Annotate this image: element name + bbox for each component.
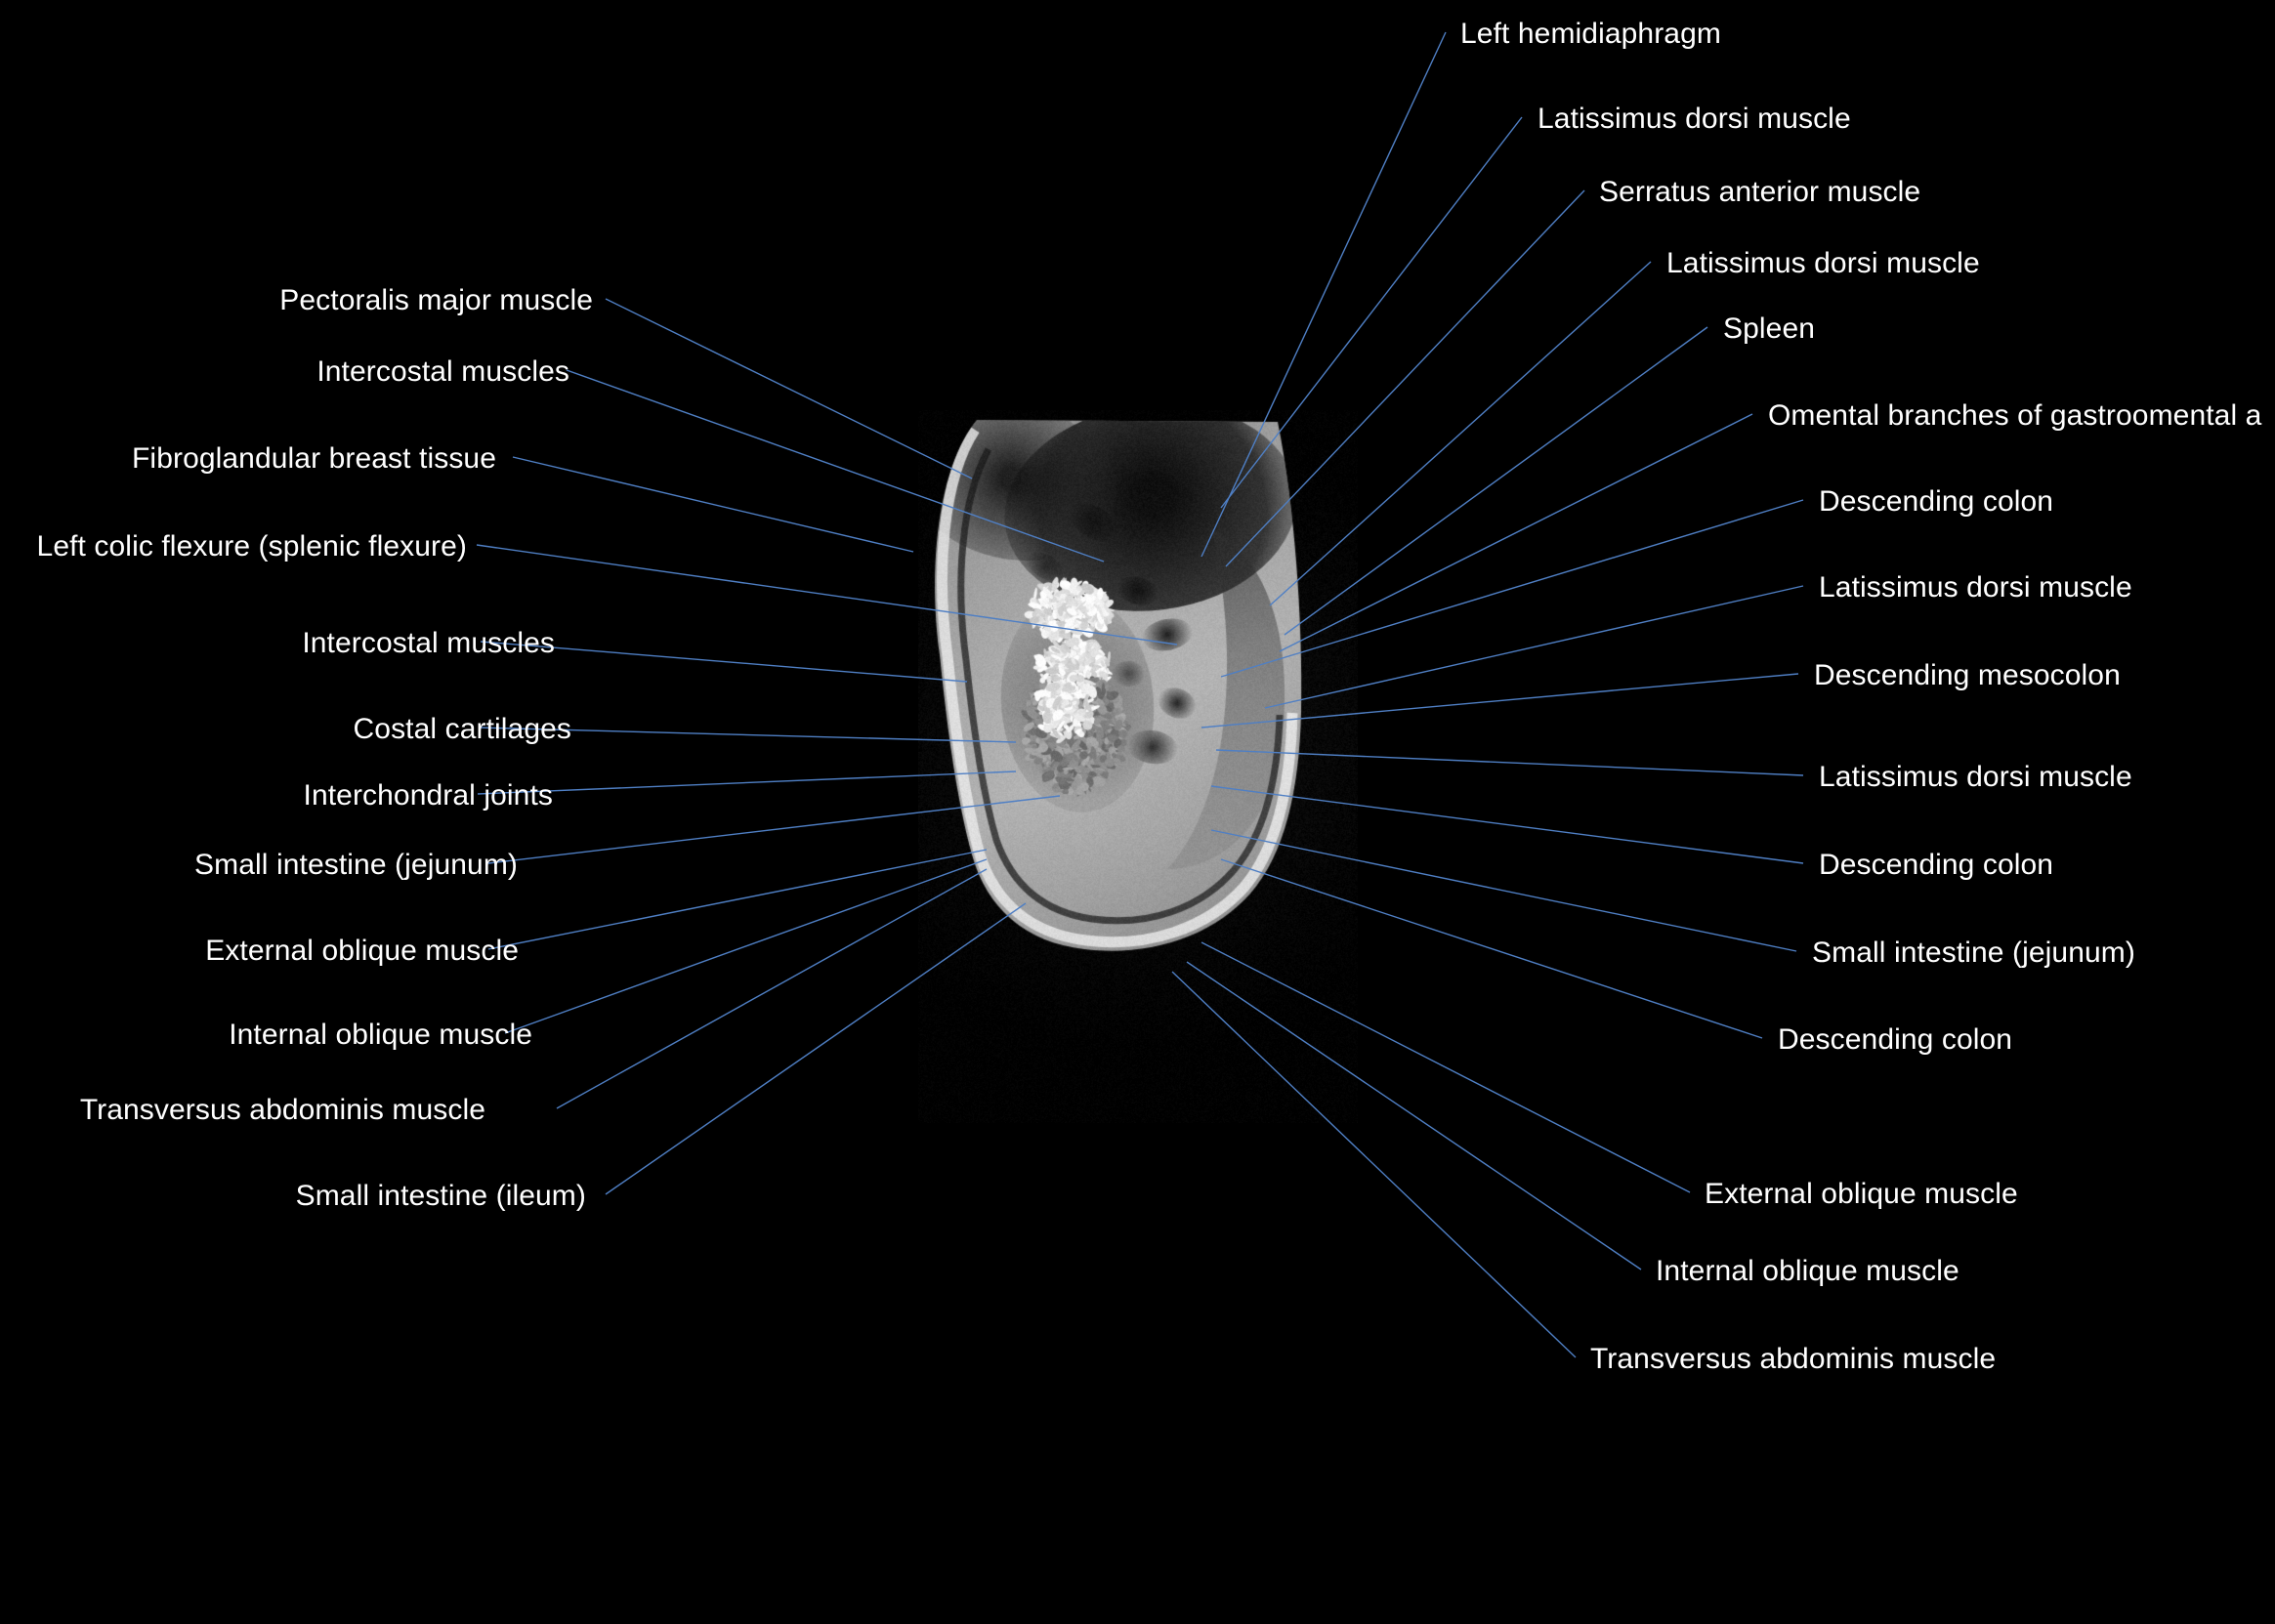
label-descending-colon-2: Descending colon bbox=[1819, 849, 2054, 881]
label-left-hemidiaphragm: Left hemidiaphragm bbox=[1460, 18, 1721, 50]
label-left-colic-flexure: Left colic flexure (splenic flexure) bbox=[36, 530, 467, 562]
leader-external-oblique-muscle-left bbox=[488, 850, 987, 949]
label-omental-branches: Omental branches of gastroomental a bbox=[1768, 399, 2262, 432]
label-serratus-anterior-muscle: Serratus anterior muscle bbox=[1599, 176, 1921, 208]
label-interchondral-joints: Interchondral joints bbox=[303, 779, 553, 812]
label-spleen: Spleen bbox=[1723, 312, 1816, 345]
label-intercostal-muscles-lower: Intercostal muscles bbox=[302, 627, 555, 659]
label-intercostal-muscles-upper: Intercostal muscles bbox=[316, 355, 569, 388]
label-transversus-abdominis-muscle-right: Transversus abdominis muscle bbox=[1590, 1343, 1997, 1375]
label-small-intestine-jejunum-right: Small intestine (jejunum) bbox=[1812, 937, 2135, 969]
label-internal-oblique-muscle-right: Internal oblique muscle bbox=[1656, 1255, 1959, 1287]
label-small-intestine-jejunum-left: Small intestine (jejunum) bbox=[194, 849, 518, 881]
label-descending-colon-1: Descending colon bbox=[1819, 485, 2054, 518]
label-latissimus-dorsi-muscle-4: Latissimus dorsi muscle bbox=[1819, 761, 2132, 793]
leader-fibroglandular-breast-tissue bbox=[513, 457, 913, 552]
label-small-intestine-ileum: Small intestine (ileum) bbox=[295, 1180, 586, 1212]
label-external-oblique-muscle-left: External oblique muscle bbox=[205, 935, 519, 967]
label-descending-colon-3: Descending colon bbox=[1778, 1023, 2013, 1056]
mri-scan-canvas bbox=[918, 410, 1358, 1123]
leader-internal-oblique-muscle-left bbox=[505, 859, 987, 1033]
label-descending-mesocolon: Descending mesocolon bbox=[1814, 659, 2121, 691]
label-external-oblique-muscle-right: External oblique muscle bbox=[1705, 1178, 2018, 1210]
label-latissimus-dorsi-muscle-2: Latissimus dorsi muscle bbox=[1666, 247, 1980, 279]
label-latissimus-dorsi-muscle-1: Latissimus dorsi muscle bbox=[1538, 103, 1851, 135]
label-pectoralis-major-muscle: Pectoralis major muscle bbox=[279, 284, 593, 316]
label-latissimus-dorsi-muscle-3: Latissimus dorsi muscle bbox=[1819, 571, 2132, 604]
mri-scan-image bbox=[918, 410, 1358, 1123]
label-costal-cartilages: Costal cartilages bbox=[353, 713, 571, 745]
label-internal-oblique-muscle-left: Internal oblique muscle bbox=[229, 1019, 532, 1051]
label-transversus-abdominis-muscle-left: Transversus abdominis muscle bbox=[79, 1094, 485, 1126]
label-fibroglandular-breast-tissue: Fibroglandular breast tissue bbox=[132, 442, 496, 475]
leader-pectoralis-major-muscle bbox=[606, 299, 972, 479]
